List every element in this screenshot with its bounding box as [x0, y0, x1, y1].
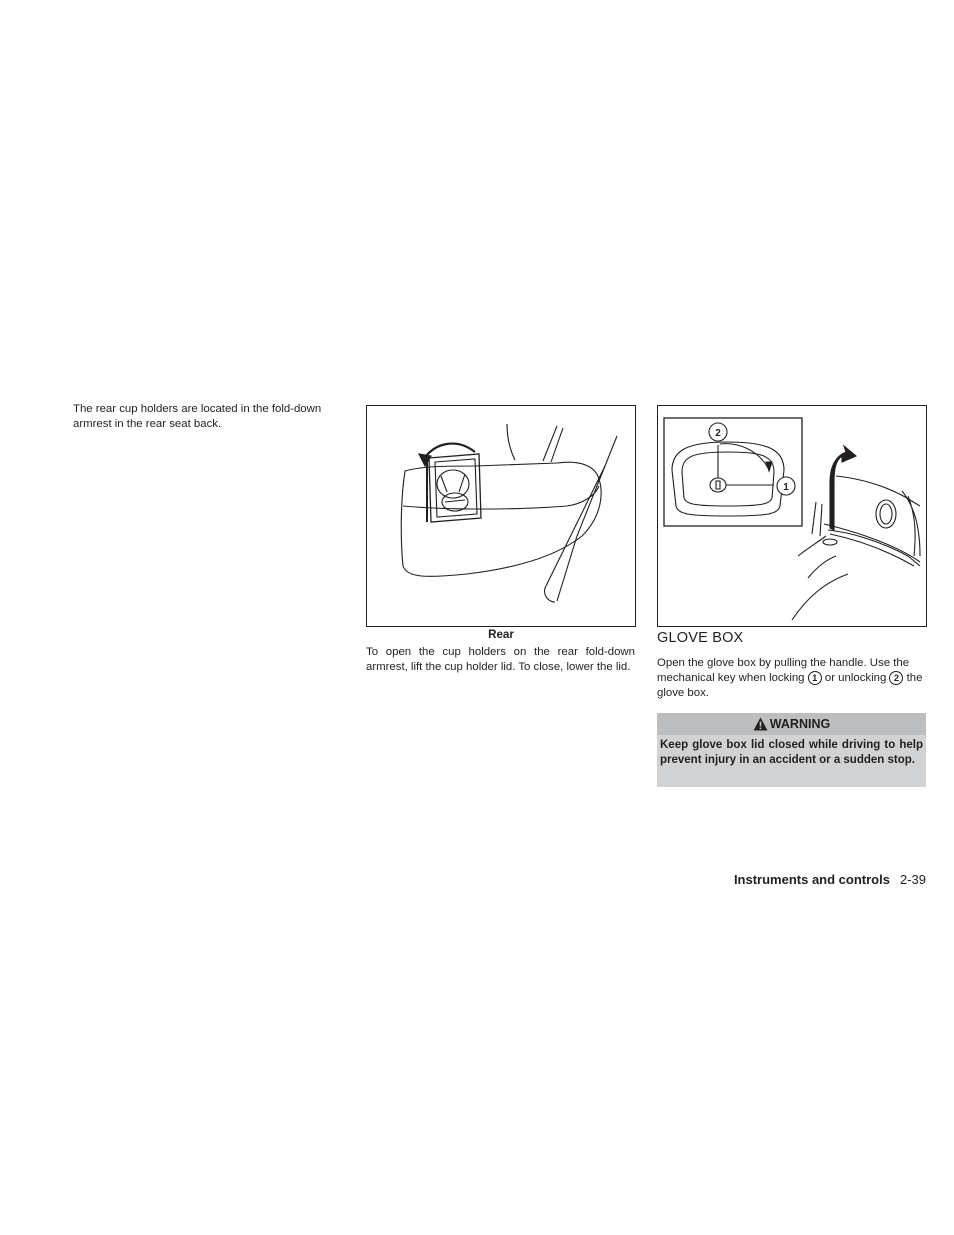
callout-2: 2 — [889, 671, 903, 685]
figure-label-1: 1 — [783, 482, 789, 493]
warning-header — [657, 713, 926, 735]
rear-armrest-drawing — [367, 406, 635, 626]
glove-box-illustration — [657, 405, 927, 627]
rear-cup-holder-instructions: To open the cup holders on the rear fold-down armrest, lift the cup holder lid. To close, lower the lid. — [366, 646, 635, 673]
glove-box-text-part2: or unlocking — [824, 672, 887, 684]
warning-text: Keep glove box lid closed while driving to help prevent injury in an accident or a sudden stop. — [660, 739, 923, 766]
glove-box-drawing — [658, 406, 926, 626]
figure-label-2: 2 — [715, 428, 721, 439]
page-number: 2-39 — [899, 872, 926, 887]
rear-figure-caption: Rear — [488, 628, 514, 641]
rear-cup-holder-illustration — [366, 405, 636, 627]
warning-title: WARNING — [769, 717, 831, 731]
rear-cup-holder-intro: The rear cup holders are located in the fold-down armrest in the rear seat back. — [73, 403, 322, 430]
glove-box-instructions — [657, 656, 927, 701]
page-footer — [734, 872, 926, 887]
glove-box-text-part3: the glove box. — [657, 672, 923, 699]
glove-box-text-part1: Open the glove box by pulling the handle. Use the mechanical key when locking — [657, 657, 910, 684]
footer-section-title: Instruments and controls — [733, 872, 890, 887]
glove-box-heading: GLOVE BOX — [657, 630, 744, 646]
warning-box — [657, 713, 926, 787]
callout-1: 1 — [808, 671, 822, 685]
warning-triangle-icon — [753, 717, 768, 731]
